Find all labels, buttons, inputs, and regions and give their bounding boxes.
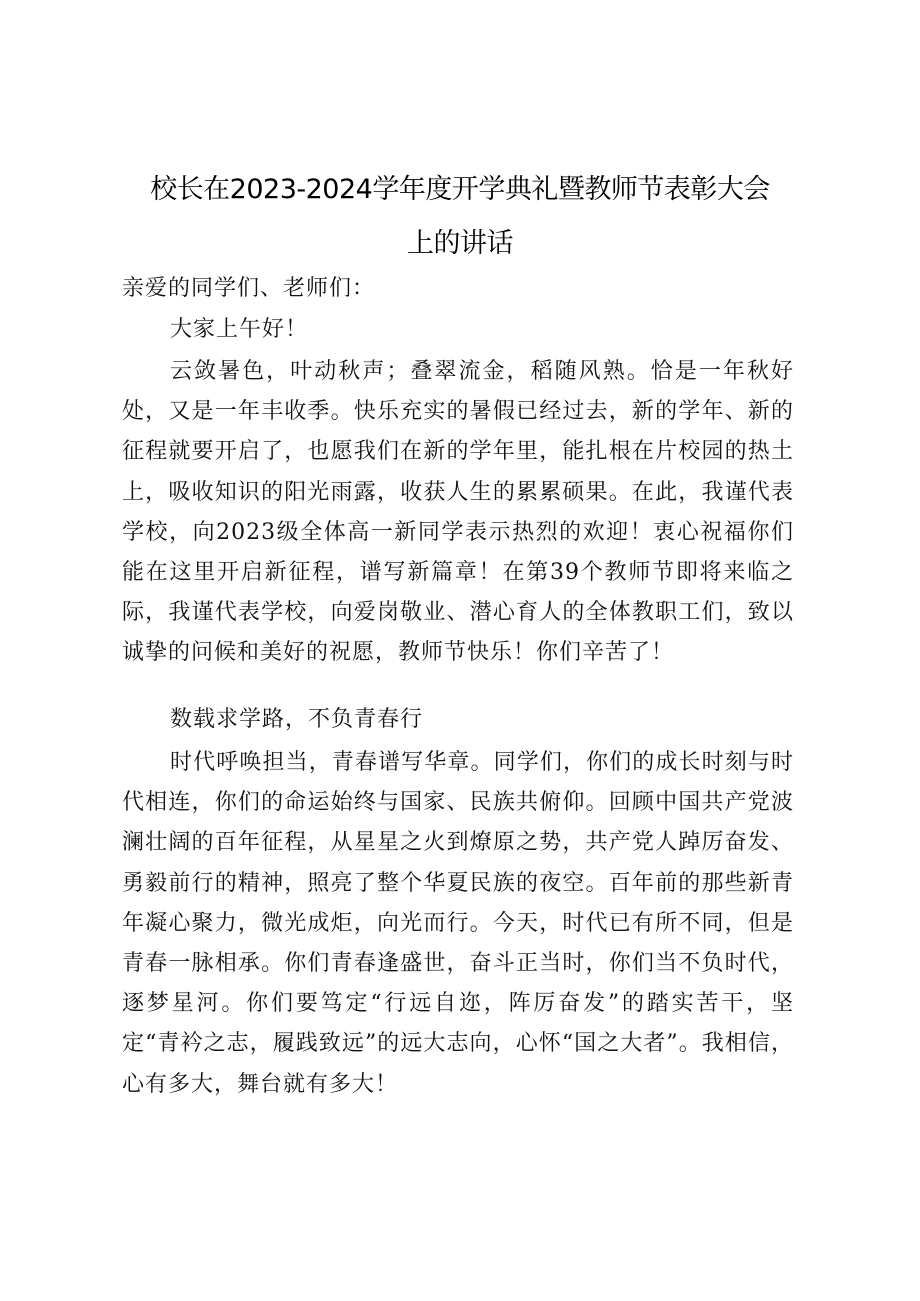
salutation: 亲爱的同学们、老师们： xyxy=(122,276,376,301)
opening-paragraph: 云敛暑色，叶动秋声；叠翠流金，稻随风熟。恰是一年秋好处，又是一年丰收季。快乐充实的暑假已经过去，新的学年、新的征程就要开启了，也愿我们在新的学年里，能扎根在片校园的热土上，吸收知识的阳光雨露，收获人生的累累硕果。在此，我谨代表学校，向2023级全体高一新同学表示热烈的欢迎！衷心祝福你们能在这里开启新征程，谱写新篇章！在第39个教师节即将来临之际，我谨代表学校，向爱岗敬业、潜心育人的全体教职工们，致以诚挚的问候和美好的祝愿，教师节快乐！你们辛苦了！ xyxy=(122,359,794,666)
body-paragraph: 时代呼唤担当，青春谱写华章。同学们，你们的成长时刻与时代相连，你们的命运始终与国家、民族共俯仰。回顾中国共产党波澜壮阔的百年征程，从星星之火到燎原之势，共产党人踔厉奋发、勇毅前行的精神，照亮了整个华夏民族的夜空。百年前的那些新青年凝心聚力，微光成炬，向光而行。今天，时代已有所不同，但是青春一脉相承。你们青春逢盛世，奋斗正当时，你们当不负时代，逐梦星河。你们要笃定“行远自迩，阵厉奋发”的踏实苦干，坚定“青衿之志，履践致远”的远大志向，心怀“国之大者”。我相信，心有多大，舞台就有多大！ xyxy=(122,750,794,1097)
greeting-paragraph: 大家上午好！ xyxy=(170,317,309,342)
section-heading: 数载求学路，不负青春行 xyxy=(170,707,424,732)
document-title-line-2: 上的讲话 xyxy=(407,228,513,259)
document-title-line-1: 校长在2023-2024学年度开学典礼暨教师节表彰大会 xyxy=(150,174,770,205)
